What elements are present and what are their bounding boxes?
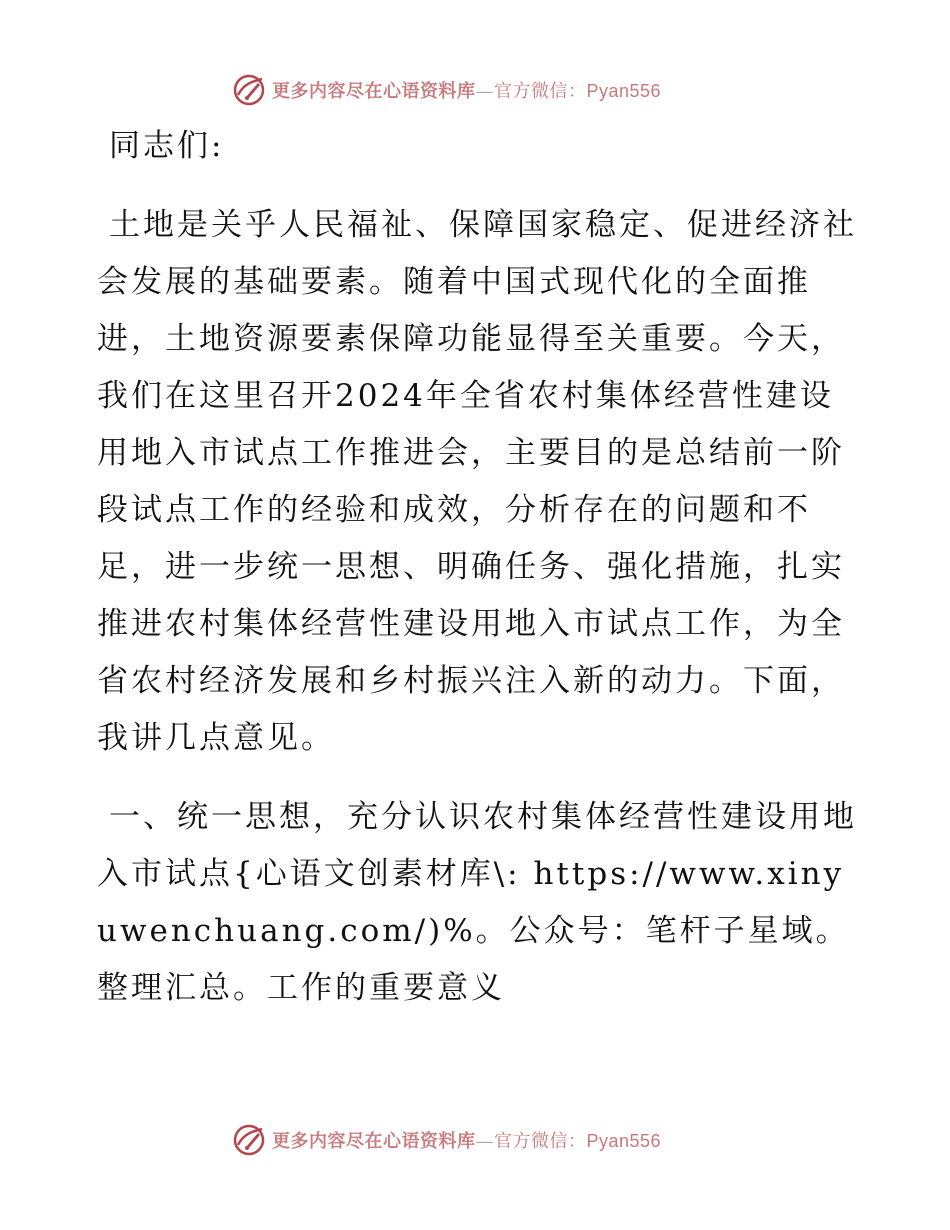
watermark-site-text: 更多内容尽在心语资料库: [272, 81, 476, 102]
footer-watermark: [232, 1122, 732, 1158]
section-heading-one: 一、统一思想，充分认识农村集体经营性建设用地入市试点{心语文创素材库\: https://www.xinyuwenchuang.com/)%。公众号：笔杆子星域。整理汇总。工作的重要意义: [97, 799, 857, 1006]
watermark-separator: —: [475, 1131, 494, 1152]
paragraph-intro: 土地是关乎人民福祉、保障国家稳定、促进经济社会发展的基础要素。随着中国式现代化的全面推进，土地资源要素保障功能显得至关重要。今天，我们在这里召开2024年全省农村集体经营性建设用地入市试点工作推进会，主要目的是总结前一阶段试点工作的经验和成效，分析存在的问题和不足，进一步统一思想、明确任务、强化措施，扎实推进农村集体经营性建设用地入市试点工作，为全省农村经济发展和乡村振兴注入新的动力。下面，我讲几点意见。: [97, 207, 857, 756]
watermark-handle: Pyan556: [586, 1131, 662, 1151]
document-body: [97, 118, 857, 1017]
watermark-official-label: 官方微信：: [494, 1131, 587, 1152]
watermark-separator: —: [475, 81, 494, 102]
pen-logo-icon: [232, 73, 266, 107]
header-watermark: [232, 72, 732, 108]
pen-logo-icon: [232, 1123, 266, 1157]
salutation: 同志们:: [109, 128, 225, 164]
watermark-handle: Pyan556: [586, 81, 662, 101]
watermark-site-text: 更多内容尽在心语资料库: [272, 1131, 476, 1152]
watermark-official-label: 官方微信：: [494, 81, 587, 102]
